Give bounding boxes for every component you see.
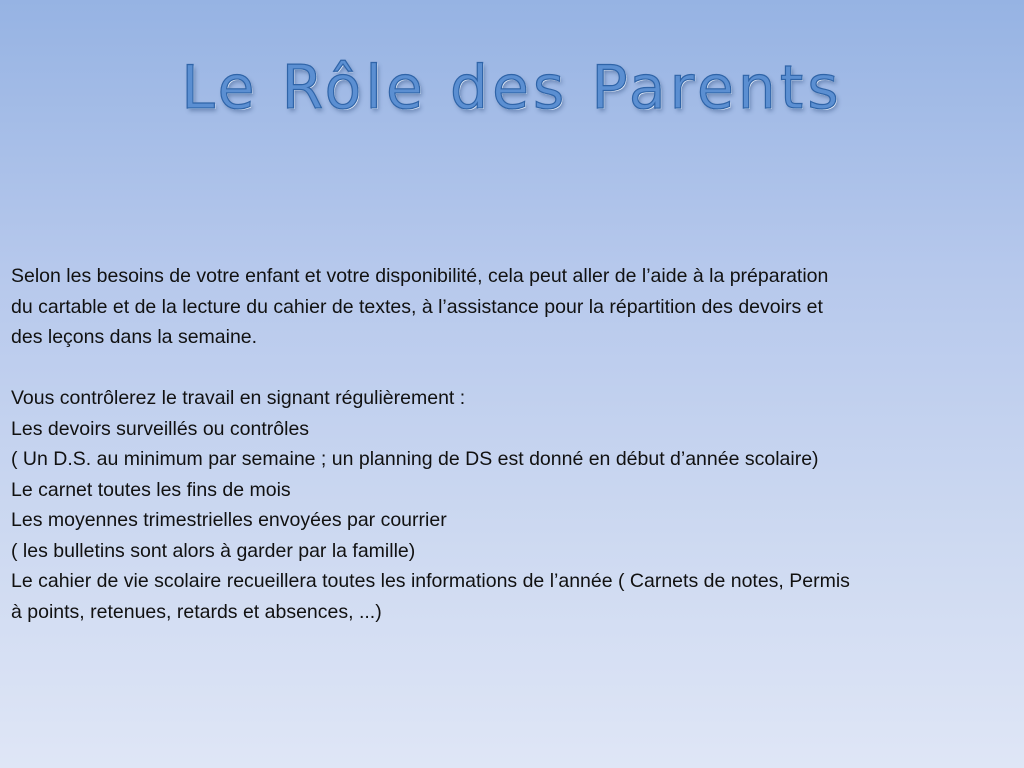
intro-line: du cartable et de la lecture du cahier de textes, à l’assistance pour la répartition des devoirs et [11,295,823,318]
control-line: Le carnet toutes les fins de mois [11,478,291,501]
control-line: ( les bulletins sont alors à garder par la famille) [11,539,416,562]
control-line: ( Un D.S. au minimum par semaine ; un planning de DS est donné en début d’année scolaire) [11,448,819,470]
control-line: Vous contrôlerez le travail en signant régulièrement : [11,387,466,409]
control-line: Le cahier de vie scolaire recueillera toutes les informations de l’année ( Carnets de notes, Permis [11,570,850,592]
intro-paragraph [11,261,1015,353]
control-paragraph [11,383,1015,627]
control-line: à points, retenues, retards et absences, ...) [11,600,382,623]
control-line: Les moyennes trimestrielles envoyées par courrier [11,509,447,531]
slide-body [11,261,1015,627]
paragraph-spacer [11,353,1015,384]
control-line: Les devoirs surveillés ou contrôles [11,417,310,440]
slide-title: Le Rôle des Parents [181,53,843,123]
intro-line: des leçons dans la semaine. [11,326,258,348]
intro-line: Selon les besoins de votre enfant et votre disponibilité, cela peut aller de l’aide à la préparation [11,265,829,287]
